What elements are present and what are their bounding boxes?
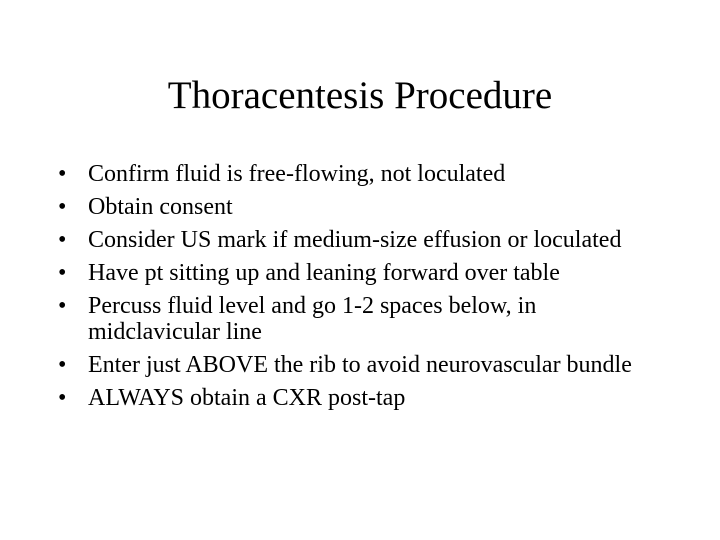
bullet-text: Percuss fluid level and go 1-2 spaces below, in midclavicular line <box>88 293 537 345</box>
bullet-icon: • <box>58 352 67 378</box>
bullet-item-positioning <box>58 260 668 286</box>
bullet-text: Obtain consent <box>88 194 233 220</box>
bullet-text: Confirm fluid is free-flowing, not loculated <box>88 161 506 187</box>
bullet-item-consent <box>58 194 668 220</box>
bullet-text: Enter just ABOVE the rib to avoid neurovascular bundle <box>88 352 632 378</box>
bullet-item-enter-above-rib <box>58 352 668 378</box>
bullet-icon: • <box>58 227 67 253</box>
bullet-text: Consider US mark if medium-size effusion or loculated <box>88 227 622 253</box>
bullet-text: ALWAYS obtain a CXR post-tap <box>88 385 406 411</box>
bullet-item-us-mark <box>58 227 668 253</box>
bullet-icon: • <box>58 260 67 286</box>
bullet-icon: • <box>58 385 67 411</box>
slide-title: Thoracentesis Procedure <box>167 74 553 117</box>
bullet-list <box>58 161 668 418</box>
bullet-item-cxr <box>58 385 668 411</box>
bullet-item-percuss <box>58 293 668 345</box>
bullet-item-confirm-fluid <box>58 161 668 187</box>
bullet-icon: • <box>58 194 67 220</box>
bullet-text: Have pt sitting up and leaning forward over table <box>88 260 560 286</box>
bullet-icon: • <box>58 293 67 319</box>
bullet-icon: • <box>58 161 67 187</box>
